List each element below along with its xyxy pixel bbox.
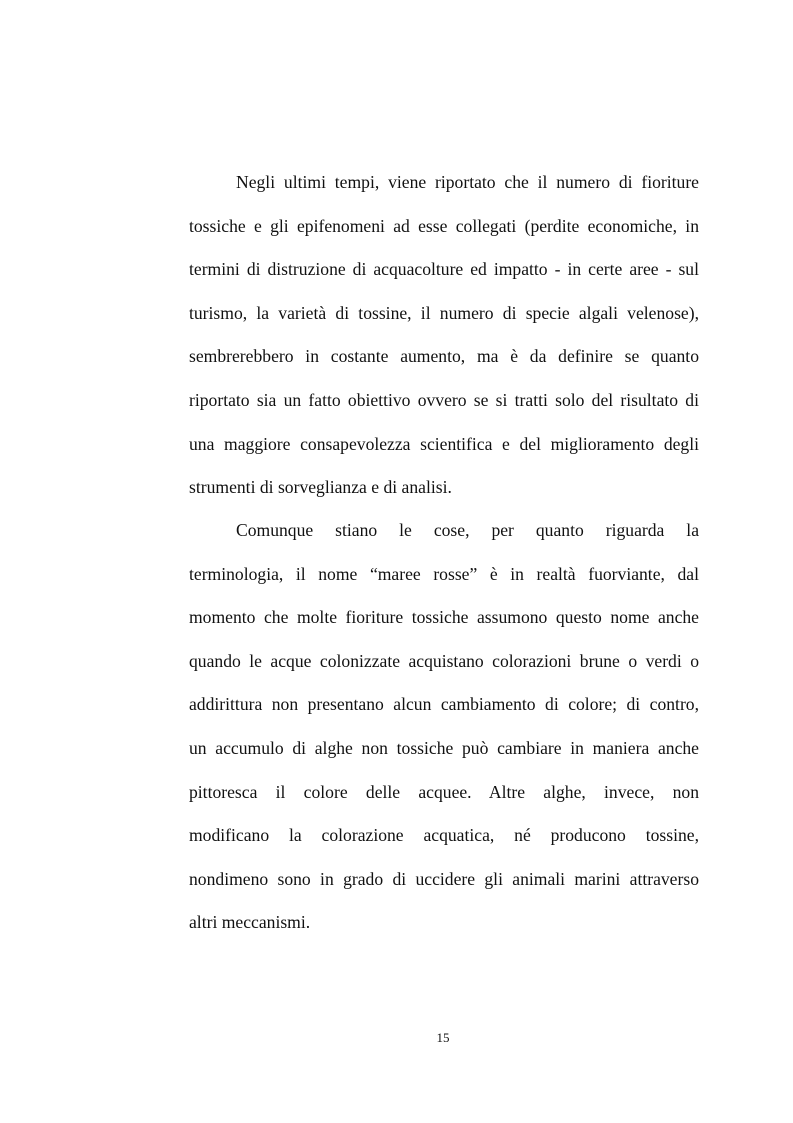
paragraph-1-line: tossiche e gli epifenomeni ad esse collegati (perdite economiche, in [189,215,699,236]
paragraph-2-line: modificano la colorazione acquatica, né producono tossine, [189,825,699,846]
paragraph-1-line: termini di distruzione di acquacolture ed impatto - in certe aree - sul [189,259,699,280]
paragraph-1-line: sembrerebbero in costante aumento, ma è da definire se quanto [189,346,699,367]
paragraph-2-line: momento che molte fioriture tossiche assumono questo nome anche [189,607,699,628]
paragraph-2-line: addirittura non presentano alcun cambiamento di colore; di contro, [189,694,699,715]
paragraph-1-line: turismo, la varietà di tossine, il numero di specie algali velenose), [189,302,699,323]
paragraph-1-line: una maggiore consapevolezza scientifica e del miglioramento degli [189,433,699,454]
paragraph-1 [189,161,699,510]
paragraph-1-line: strumenti di sorveglianza e di analisi. [189,477,452,498]
paragraph-2-line: pittoresca il colore delle acquee. Altre alghe, invece, non [189,781,699,802]
paragraph-2-line: altri meccanismi. [189,912,311,933]
paragraph-2-line: quando le acque colonizzate acquistano colorazioni brune o verdi o [189,650,699,671]
paragraph-2-line: un accumulo di alghe non tossiche può cambiare in maniera anche [189,737,699,758]
paragraph-1-line: Negli ultimi tempi, viene riportato che il numero di fioriture [236,172,699,192]
page-number: 15 [436,1030,450,1045]
paragraph-1-line: riportato sia un fatto obiettivo ovvero se si tratti solo del risultato di [189,389,699,410]
paragraph-2 [189,509,699,945]
paragraph-2-line: terminologia, il nome “maree rosse” è in realtà fuorviante, dal [189,563,699,584]
paragraph-2-line: Comunque stiano le cose, per quanto riguarda la [236,520,699,540]
paragraph-2-line: nondimeno sono in grado di uccidere gli animali marini attraverso [189,868,699,889]
